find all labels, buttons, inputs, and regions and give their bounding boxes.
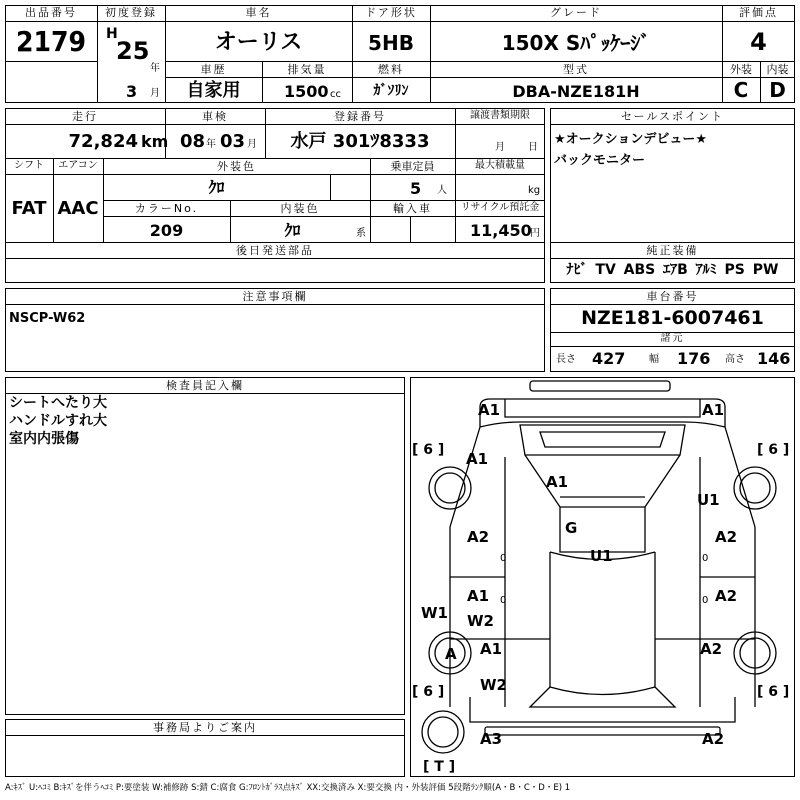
fuel-label: 燃料 [378, 63, 404, 76]
door-type: 5HB [368, 31, 414, 55]
tire-rear-right: [ 6 ] [757, 684, 790, 700]
interior-label: 内装 [766, 63, 789, 76]
car-name: オーリス [214, 30, 303, 55]
score: 4 [750, 28, 767, 56]
tire-spare: [ T ] [423, 759, 456, 775]
color-no-label: カラーNo. [134, 202, 199, 215]
height-label: 高さ [725, 354, 745, 365]
chassis-label: 車台番号 [646, 290, 699, 303]
caution-label: 注意事項欄 [242, 290, 308, 303]
year-unit: 年 [150, 63, 160, 74]
mark-roof: U1 [590, 547, 613, 565]
displacement-label: 排気量 [287, 63, 327, 76]
later-parts-label: 後日発送部品 [236, 244, 314, 257]
shift: FAT [11, 198, 47, 219]
inspector-line-1: シートへたり大 [9, 395, 107, 411]
ac: AAC [57, 198, 99, 219]
length: 427 [592, 349, 626, 368]
regno-label: 登録番号 [334, 110, 386, 123]
equipment-label: 純正装備 [646, 244, 699, 257]
capacity-label: 乗車定員 [390, 160, 435, 173]
first-reg-label: 初度登録 [105, 6, 157, 19]
office-label: 事務局よりご案内 [153, 721, 257, 734]
displacement-unit: cc [330, 89, 341, 100]
mark-rear-door-right: A2 [715, 587, 738, 605]
mark-front-door-right: A2 [715, 528, 738, 546]
exterior-grade: C [733, 78, 749, 102]
equipment: ﾅﾋﾞ TV ABS ｴｱB ｱﾙﾐ PS PW [566, 262, 779, 278]
mark-rear-bumper-right: A2 [702, 730, 725, 748]
load-unit: kg [528, 185, 541, 196]
inspector-line-3: 室内内張傷 [9, 431, 79, 447]
shift-label: シフト [14, 160, 44, 171]
mark-hood: A1 [546, 473, 569, 491]
mark-rear-door-left-a1: A1 [467, 587, 490, 605]
grade-label: グレード [550, 6, 602, 19]
capacity: 5 [410, 179, 422, 198]
inspection-year: 08 [180, 131, 206, 152]
width-label: 幅 [649, 354, 659, 365]
grade: 150X Sﾊﾟｯｹｰｼﾞ [501, 31, 651, 55]
model: DBA-NZE181H [512, 82, 640, 101]
recycle-unit: 円 [530, 228, 540, 239]
mark-rear-door-left-w2: W2 [467, 612, 494, 630]
ext-color: ｸﾛ [208, 178, 225, 197]
displacement: 1500 [284, 82, 329, 101]
exterior-label: 外装 [730, 63, 752, 76]
inspector-line-2: ハンドルすれ大 [9, 413, 107, 429]
tire-front-right: [ 6 ] [757, 442, 790, 458]
score-label: 評価点 [739, 6, 778, 19]
inspection-year-unit: 年 [206, 139, 216, 150]
sales-point-1: ★オークションデビュー★ [554, 132, 708, 147]
mark-front-right: A1 [702, 401, 725, 419]
mark-front-left: A1 [478, 401, 501, 419]
int-color-unit: 系 [356, 228, 366, 239]
spec-label: 諸元 [660, 333, 685, 344]
mark-rear-wheel-left: A [445, 645, 457, 663]
mark-front-door-left: A2 [467, 528, 490, 546]
deadline-month: 月 [495, 142, 505, 153]
lot-number: 2179 [15, 25, 87, 58]
int-color: ｸﾛ [284, 221, 301, 240]
model-label: 型式 [563, 63, 589, 76]
import-label: 輸入車 [393, 202, 432, 215]
legend: A:ｷｽﾞ U:ﾍｺﾐ B:ｷｽﾞを伴うﾍｺﾐ P:要塗装 W:補修跡 S:錆 C:腐食 G:ﾌﾛﾝﾄｶﾞﾗｽ点ｷｽﾞ XX:交換済み X:要交換 内・外装評価 5段階ﾗﾝｸ順(A・B・C・D・E) 1 [5, 783, 571, 793]
first-reg-month: 3 [126, 82, 138, 101]
load-label: 最大積載量 [475, 160, 525, 171]
width: 176 [677, 349, 711, 368]
car-name-label: 車名 [245, 6, 272, 19]
registration-number: 水戸 301ﾂ8333 [290, 131, 430, 152]
ext-color-label: 外装色 [217, 160, 256, 173]
recycle-fee: 11,450 [470, 221, 532, 240]
mileage-unit: km [141, 132, 169, 151]
first-reg-year: 25 [116, 37, 150, 65]
inspection-month: 03 [220, 131, 246, 152]
mark-fender-left: A1 [466, 450, 489, 468]
mark-left-side-w1: W1 [421, 604, 448, 622]
chassis-number: NZE181-6007461 [581, 307, 764, 329]
lot-label: 出品番号 [25, 6, 77, 19]
mark-fender-right: U1 [697, 491, 720, 509]
zero-mark: 0 [500, 553, 507, 564]
mark-rear-left-w2: W2 [480, 676, 507, 694]
interior-grade: D [769, 78, 786, 102]
door-label: ドア形状 [365, 6, 417, 19]
length-label: 長さ [556, 354, 576, 365]
deadline-label: 譲渡書類期限 [470, 110, 530, 121]
zero-mark: 0 [500, 595, 507, 606]
history: 自家用 [186, 80, 241, 101]
capacity-unit: 人 [437, 185, 447, 196]
tire-front-left: [ 6 ] [412, 442, 445, 458]
mileage: 72,824 [68, 131, 138, 152]
inspection-label: 車検 [202, 110, 228, 123]
era: H [106, 26, 118, 42]
ac-label: エアコン [58, 160, 98, 171]
mark-rear-quarter-right: A2 [700, 640, 723, 658]
sales-point-2: バックモニター [554, 153, 646, 168]
sales-point-label: セールスポイント [620, 110, 724, 123]
caution-text: NSCP-W62 [9, 311, 86, 326]
zero-mark: 0 [702, 553, 709, 564]
inspection-month-unit: 月 [247, 139, 257, 150]
history-label: 車歴 [200, 63, 227, 76]
recycle-label: リサイクル預託金 [460, 202, 540, 213]
mark-glass: G [565, 519, 578, 537]
car-condition-diagram [410, 377, 795, 777]
int-color-label: 内装色 [280, 202, 320, 215]
tire-rear-left: [ 6 ] [412, 684, 445, 700]
zero-mark: 0 [702, 595, 709, 606]
month-unit: 月 [150, 88, 160, 99]
color-no: 209 [149, 221, 184, 240]
fuel: ｶﾞｿﾘﾝ [373, 83, 409, 99]
mark-rear-bumper-left: A3 [480, 730, 503, 748]
height: 146 [757, 349, 791, 368]
deadline-day: 日 [528, 142, 538, 153]
mark-rear-quarter-left: A1 [480, 640, 503, 658]
inspector-label: 検査員記入欄 [166, 379, 244, 392]
mileage-label: 走行 [72, 110, 98, 123]
